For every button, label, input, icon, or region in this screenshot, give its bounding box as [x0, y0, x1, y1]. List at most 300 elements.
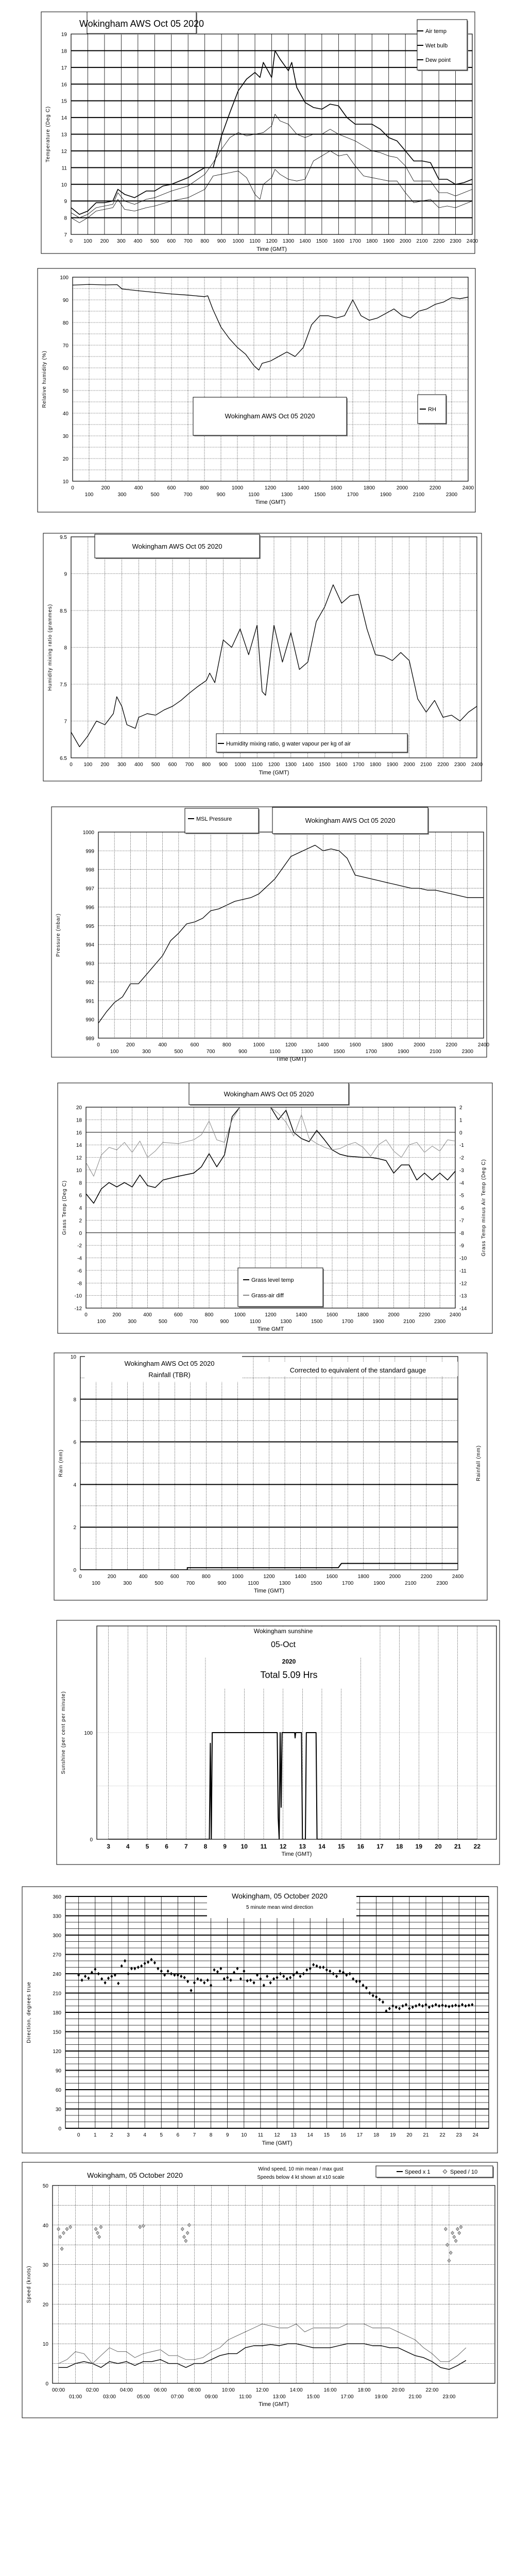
- x-tick-label: 20: [406, 2132, 413, 2138]
- x-tick-label: 8: [209, 2132, 213, 2138]
- x-tick-label: 2200: [420, 1574, 433, 1580]
- x-axis-title: Time (GMT): [281, 1851, 312, 1857]
- x-axis-title: Time GMT: [257, 1326, 284, 1332]
- x-tick-label: 2400: [466, 239, 478, 244]
- legend-label: Humidity mixing ratio, g water vapour per kg of air: [226, 741, 351, 747]
- x-tick-label: 1500: [314, 492, 326, 498]
- x-tick-label: 18: [373, 2132, 380, 2138]
- x-tick-label: 300: [117, 762, 126, 768]
- x-tick-label: 700: [189, 1319, 198, 1325]
- x-tick-label: 18:00: [357, 2387, 371, 2393]
- x-tick-label: 2100: [403, 1319, 415, 1325]
- x-tick-label: 100: [110, 1049, 119, 1055]
- x-tick-label: 1300: [285, 762, 297, 768]
- x-tick-label: 21:00: [408, 2394, 422, 2400]
- x-tick-label: 14: [318, 1843, 325, 1850]
- x-tick-label: 2000: [403, 762, 415, 768]
- x-tick-label: 900: [217, 1581, 227, 1586]
- y-tick-label: 0: [90, 1837, 93, 1843]
- x-tick-label: 900: [216, 492, 226, 498]
- y-tick-label: 997: [85, 886, 94, 892]
- x-tick-label: 2400: [462, 485, 474, 491]
- y-tick-label: 7: [64, 232, 67, 238]
- x-tick-label: 300: [123, 1581, 132, 1586]
- x-tick-label: 2200: [437, 762, 449, 768]
- y-tick-label: 18: [76, 1117, 82, 1124]
- chart-frame: [52, 807, 487, 1057]
- legend-label: Wet bulb: [425, 43, 448, 49]
- y-tick-label: 6: [79, 1193, 82, 1199]
- x-tick-label: 22: [439, 2132, 445, 2138]
- x-tick-label: 16: [340, 2132, 346, 2138]
- x-tick-label: 1100: [269, 1049, 281, 1055]
- y-right-tick-label: -13: [459, 1293, 467, 1299]
- y-tick-label: 8: [64, 215, 67, 222]
- x-tick-label: 300: [128, 1319, 136, 1325]
- x-tick-label: 2000: [400, 239, 411, 244]
- x-tick-label: 1600: [326, 1312, 338, 1318]
- y-tick-label: 150: [53, 2029, 61, 2036]
- y-tick-label: 20: [76, 1105, 82, 1111]
- x-tick-label: 03:00: [102, 2394, 116, 2400]
- y-tick-label: 2: [79, 1218, 82, 1224]
- x-tick-label: 12: [279, 1843, 287, 1850]
- x-tick-label: 400: [134, 485, 143, 491]
- y-right-axis-title: Grass Temp minus Air Temp (Deg C): [481, 1159, 487, 1257]
- x-tick-label: 1700: [349, 239, 361, 244]
- x-tick-label: 700: [183, 239, 193, 244]
- x-tick-label: 2200: [429, 485, 441, 491]
- y-right-tick-label: -9: [459, 1243, 464, 1249]
- y-tick-label: 16: [76, 1130, 82, 1136]
- x-tick-label: 1000: [232, 1574, 244, 1580]
- x-tick-label: 600: [168, 762, 177, 768]
- x-tick-label: 1200: [264, 485, 277, 491]
- x-tick-label: 08:00: [187, 2387, 201, 2393]
- x-tick-label: 1600: [349, 1042, 361, 1048]
- y-tick-label: 7: [64, 719, 67, 725]
- y-tick-label: 10: [62, 479, 68, 485]
- y-tick-label: 10: [76, 1167, 82, 1174]
- y-axis-title: Speed (knots): [26, 2265, 32, 2303]
- y-right-tick-label: -4: [459, 1180, 464, 1187]
- y-tick-label: 998: [85, 867, 94, 873]
- x-tick-label: 16: [357, 1843, 364, 1850]
- x-tick-label: 800: [202, 762, 211, 768]
- x-tick-label: 1500: [311, 1581, 322, 1586]
- x-tick-label: 15: [337, 1843, 345, 1850]
- y-right-tick-label: -3: [459, 1167, 464, 1174]
- x-tick-label: 9: [226, 2132, 229, 2138]
- y-right-tick-label: -11: [459, 1268, 467, 1274]
- x-tick-label: 600: [190, 1042, 199, 1048]
- y-tick-label: 0: [79, 1230, 82, 1236]
- y-right-tick-label: -10: [459, 1256, 467, 1262]
- chart-frame: [38, 268, 475, 512]
- x-tick-label: 1900: [383, 239, 394, 244]
- y-tick-label: 100: [84, 1731, 93, 1736]
- x-tick-label: 2100: [420, 762, 432, 768]
- x-tick-label: 12: [274, 2132, 280, 2138]
- x-tick-label: 5: [160, 2132, 163, 2138]
- x-tick-label: 300: [142, 1049, 151, 1055]
- x-axis-title: Time (GMT): [255, 499, 286, 505]
- y-right-tick-label: 2: [459, 1105, 462, 1111]
- y-right-tick-label: 1: [459, 1117, 462, 1124]
- x-tick-label: 22: [473, 1843, 481, 1850]
- x-tick-label: 0: [70, 762, 73, 768]
- x-tick-label: 06:00: [153, 2387, 167, 2393]
- x-tick-label: 1200: [263, 1574, 275, 1580]
- x-tick-label: 1700: [341, 1319, 353, 1325]
- x-tick-label: 1000: [234, 1312, 246, 1318]
- legend-label: Grass-air diff: [251, 1293, 284, 1299]
- x-tick-label: 2300: [454, 762, 466, 768]
- x-tick-label: 1100: [248, 492, 260, 498]
- x-tick-label: 5: [145, 1843, 149, 1850]
- x-tick-label: 0: [70, 239, 73, 244]
- x-tick-label: 1700: [342, 1581, 354, 1586]
- x-tick-label: 1300: [280, 1319, 292, 1325]
- y-tick-label: 60: [55, 2088, 61, 2093]
- x-tick-label: 3: [127, 2132, 130, 2138]
- chart-subtitle: 5 minute mean wind direction: [246, 1905, 314, 1910]
- x-tick-label: 200: [126, 1042, 135, 1048]
- x-tick-label: 21: [423, 2132, 429, 2138]
- y-right-tick-label: -6: [459, 1206, 464, 1211]
- x-tick-label: 2200: [445, 1042, 457, 1048]
- x-tick-label: 1500: [333, 1049, 345, 1055]
- chart-wind-direction: [22, 1887, 497, 2153]
- x-tick-label: 400: [134, 762, 143, 768]
- y-tick-label: 14: [76, 1143, 82, 1149]
- x-tick-label: 600: [167, 485, 176, 491]
- chart-title: Wokingham AWS Oct 05 2020: [79, 19, 204, 29]
- x-tick-label: 18: [396, 1843, 403, 1850]
- chart-frame: [22, 1887, 497, 2153]
- x-tick-label: 00:00: [52, 2387, 65, 2393]
- chart-title: Wokingham AWS Oct 05 2020: [305, 817, 396, 824]
- x-tick-label: 1500: [316, 239, 328, 244]
- y-tick-label: 20: [62, 456, 68, 462]
- y-axis-title: Sunshine (per cent per minute): [61, 1691, 66, 1774]
- y-tick-label: 270: [53, 1952, 61, 1958]
- x-tick-label: 24: [472, 2132, 478, 2138]
- x-tick-label: 1700: [365, 1049, 377, 1055]
- chart-temperature: [41, 12, 478, 253]
- y-axis-title: Humidity mixing ratio (grammes): [47, 604, 53, 691]
- x-tick-label: 600: [167, 239, 176, 244]
- y-tick-label: 50: [42, 2183, 48, 2189]
- chart-annotation: Total 5.09 Hrs: [260, 1670, 318, 1680]
- x-tick-label: 100: [97, 1319, 106, 1325]
- y-tick-label: 0: [58, 2126, 61, 2132]
- y-tick-label: 2: [73, 1525, 76, 1531]
- x-tick-label: 800: [201, 1574, 211, 1580]
- y-tick-label: 360: [53, 1894, 61, 1900]
- x-tick-label: 2000: [414, 1042, 425, 1048]
- y-right-axis-title: Rainfall (mm): [476, 1445, 482, 1481]
- y-tick-label: 12: [76, 1155, 82, 1161]
- x-tick-label: 0: [71, 485, 74, 491]
- y-tick-label: 15: [61, 98, 67, 105]
- y-tick-label: 210: [53, 1991, 61, 1997]
- y-tick-label: 100: [60, 275, 68, 281]
- y-tick-label: 4: [79, 1206, 82, 1211]
- legend-label: Speed x 1: [405, 2169, 431, 2175]
- x-tick-label: 500: [151, 762, 160, 768]
- y-right-tick-label: -14: [459, 1306, 467, 1312]
- y-tick-label: -4: [77, 1256, 82, 1262]
- y-tick-label: 993: [85, 961, 94, 967]
- y-right-tick-label: -8: [459, 1230, 464, 1236]
- y-tick-label: 11: [61, 165, 67, 172]
- chart-annotation: Speeds below 4 kt shown at x10 scale: [257, 2175, 345, 2180]
- x-tick-label: 200: [112, 1312, 122, 1318]
- x-tick-label: 11: [258, 2132, 264, 2138]
- chart-title: Wokingham AWS Oct 05 2020: [225, 412, 315, 420]
- chart-rainfall: [54, 1353, 487, 1600]
- x-tick-label: 100: [83, 762, 93, 768]
- y-right-tick-label: -5: [459, 1193, 464, 1199]
- y-tick-label: 8: [73, 1397, 76, 1403]
- x-tick-label: 1200: [265, 1312, 277, 1318]
- x-tick-label: 2100: [416, 239, 428, 244]
- x-tick-label: 800: [200, 239, 210, 244]
- y-tick-label: 14: [61, 115, 67, 122]
- y-tick-label: 992: [85, 979, 94, 986]
- y-axis-title: Rain (mm): [58, 1449, 64, 1477]
- x-axis-title: Time (GMT): [256, 246, 287, 252]
- x-tick-label: 500: [150, 239, 159, 244]
- y-tick-label: 40: [42, 2223, 48, 2229]
- y-tick-label: -10: [74, 1293, 82, 1299]
- y-tick-label: 996: [85, 905, 94, 911]
- x-tick-label: 2300: [436, 1581, 448, 1586]
- x-tick-label: 2100: [430, 1049, 441, 1055]
- y-tick-label: 7.5: [60, 682, 67, 688]
- x-tick-label: 4: [143, 2132, 146, 2138]
- x-tick-label: 2200: [419, 1312, 431, 1318]
- x-tick-label: 800: [222, 1042, 231, 1048]
- y-tick-label: 990: [85, 1017, 94, 1023]
- y-tick-label: 994: [85, 942, 94, 948]
- y-tick-label: 240: [53, 1972, 61, 1977]
- x-axis-title: Time (GMT): [262, 2140, 293, 2146]
- x-tick-label: 200: [100, 762, 110, 768]
- x-tick-label: 1800: [363, 485, 375, 491]
- x-tick-label: 11: [260, 1843, 267, 1850]
- x-tick-label: 12:00: [255, 2387, 269, 2393]
- y-tick-label: 90: [55, 2068, 61, 2074]
- x-tick-label: 07:00: [170, 2394, 184, 2400]
- x-tick-label: 400: [143, 1312, 152, 1318]
- legend-label: RH: [428, 406, 436, 413]
- x-tick-label: 2300: [434, 1319, 446, 1325]
- y-right-tick-label: -1: [459, 1143, 464, 1149]
- y-tick-label: 8.5: [60, 608, 67, 614]
- y-axis-title: Relative humidity (%): [42, 350, 47, 408]
- x-tick-label: 1300: [301, 1049, 313, 1055]
- y-right-tick-label: 0: [459, 1130, 462, 1136]
- x-tick-label: 1500: [311, 1319, 323, 1325]
- x-tick-label: 1: [94, 2132, 97, 2138]
- x-tick-label: 100: [84, 492, 94, 498]
- x-tick-label: 300: [117, 239, 126, 244]
- x-tick-label: 1300: [282, 239, 295, 244]
- y-tick-label: 18: [61, 48, 67, 55]
- x-tick-label: 1400: [297, 485, 310, 491]
- chart-title: Wokingham sunshine: [253, 1628, 313, 1635]
- chart-subtitle: 05-Oct: [270, 1640, 296, 1649]
- x-tick-label: 500: [150, 492, 160, 498]
- x-tick-label: 21: [454, 1843, 461, 1850]
- x-tick-label: 17: [356, 2132, 363, 2138]
- x-tick-label: 1400: [296, 1312, 307, 1318]
- x-tick-label: 04:00: [119, 2387, 133, 2393]
- x-tick-label: 500: [154, 1581, 164, 1586]
- legend-label: Grass level temp: [251, 1277, 294, 1283]
- y-axis-title: Grass Temp (Deg C): [62, 1180, 67, 1235]
- x-tick-label: 900: [238, 1049, 247, 1055]
- x-tick-label: 1400: [302, 762, 314, 768]
- x-tick-label: 20: [435, 1843, 442, 1850]
- x-tick-label: 2300: [445, 492, 458, 498]
- x-tick-label: 1600: [333, 239, 345, 244]
- x-tick-label: 1700: [347, 492, 359, 498]
- chart-sunshine: [57, 1620, 500, 1865]
- x-tick-label: 1300: [279, 1581, 291, 1586]
- x-tick-label: 01:00: [69, 2394, 82, 2400]
- y-tick-label: 10: [61, 182, 67, 188]
- y-tick-label: 300: [53, 1933, 61, 1939]
- y-tick-label: 9: [64, 571, 67, 578]
- x-tick-label: 1800: [366, 239, 378, 244]
- x-tick-label: 1000: [234, 762, 246, 768]
- x-tick-label: 2000: [388, 1312, 400, 1318]
- y-tick-label: -8: [77, 1281, 82, 1287]
- x-tick-label: 2100: [405, 1581, 417, 1586]
- y-tick-label: 17: [61, 65, 67, 71]
- x-tick-label: 1600: [336, 762, 348, 768]
- x-tick-label: 100: [83, 239, 92, 244]
- x-tick-label: 19:00: [374, 2394, 388, 2400]
- y-tick-label: 8: [64, 645, 67, 651]
- y-tick-label: 120: [53, 2049, 61, 2055]
- x-tick-label: 1100: [251, 762, 263, 768]
- x-tick-label: 2300: [450, 239, 461, 244]
- y-tick-label: 50: [62, 388, 68, 394]
- x-tick-label: 1100: [249, 239, 261, 244]
- legend-label: MSL Pressure: [196, 816, 232, 822]
- chart-title: Wokingham, 05 October 2020: [232, 1892, 328, 1900]
- x-tick-label: 10:00: [221, 2387, 235, 2393]
- y-tick-label: 13: [61, 132, 67, 138]
- chart-wind-speed: [22, 2162, 497, 2418]
- legend-label: Speed / 10: [450, 2169, 478, 2175]
- x-tick-label: 13:00: [272, 2394, 286, 2400]
- y-tick-label: 330: [53, 1913, 61, 1920]
- y-tick-label: 9.5: [60, 535, 67, 540]
- x-tick-label: 700: [183, 492, 193, 498]
- x-tick-label: 23: [456, 2132, 462, 2138]
- y-tick-label: 0: [45, 2381, 48, 2387]
- x-tick-label: 05:00: [136, 2394, 150, 2400]
- x-tick-label: 1300: [281, 492, 293, 498]
- x-tick-label: 600: [174, 1312, 183, 1318]
- y-tick-label: 4: [73, 1482, 76, 1488]
- x-tick-label: 1900: [386, 762, 398, 768]
- x-tick-label: 7: [193, 2132, 196, 2138]
- x-tick-label: 1400: [295, 1574, 306, 1580]
- y-tick-label: 999: [85, 849, 94, 855]
- y-tick-label: 989: [85, 1036, 94, 1042]
- legend-box: [238, 1268, 323, 1307]
- y-tick-label: 90: [62, 298, 68, 303]
- y-tick-label: 12: [61, 148, 67, 155]
- y-tick-label: 30: [55, 2107, 61, 2113]
- x-tick-label: 17: [376, 1843, 384, 1850]
- x-tick-label: 400: [133, 239, 143, 244]
- x-tick-label: 1200: [285, 1042, 297, 1048]
- x-tick-label: 14: [307, 2132, 313, 2138]
- x-tick-label: 2400: [452, 1574, 464, 1580]
- y-right-tick-label: -7: [459, 1218, 464, 1224]
- x-tick-label: 23:00: [442, 2394, 456, 2400]
- x-tick-label: 15:00: [306, 2394, 320, 2400]
- chart-annotation: Corrected to equivalent of the standard gauge: [289, 1366, 426, 1374]
- x-tick-label: 700: [186, 1581, 195, 1586]
- x-tick-label: 1000: [231, 485, 244, 491]
- x-tick-label: 02:00: [85, 2387, 99, 2393]
- x-tick-label: 8: [203, 1843, 208, 1850]
- x-tick-label: 13: [290, 2132, 297, 2138]
- x-tick-label: 2100: [413, 492, 425, 498]
- legend-label: Dew point: [425, 57, 451, 63]
- x-tick-label: 15: [323, 2132, 330, 2138]
- x-tick-label: 2200: [433, 239, 445, 244]
- y-tick-label: 991: [85, 998, 94, 1005]
- x-tick-label: 200: [107, 1574, 116, 1580]
- y-tick-label: 70: [62, 343, 68, 349]
- x-tick-label: 600: [170, 1574, 179, 1580]
- y-tick-label: 80: [62, 320, 68, 326]
- x-tick-label: 16:00: [323, 2387, 337, 2393]
- x-tick-label: 300: [117, 492, 127, 498]
- x-tick-label: 1800: [357, 1574, 369, 1580]
- x-tick-label: 1100: [248, 1581, 259, 1586]
- x-tick-label: 2400: [449, 1312, 461, 1318]
- x-tick-label: 3: [107, 1843, 110, 1850]
- x-tick-label: 1900: [380, 492, 392, 498]
- x-tick-label: 1900: [373, 1581, 385, 1586]
- x-tick-label: 1400: [299, 239, 311, 244]
- x-tick-label: 4: [126, 1843, 130, 1850]
- x-tick-label: 1900: [398, 1049, 409, 1055]
- x-tick-label: 1800: [381, 1042, 393, 1048]
- x-axis-title: Time (GMT): [259, 770, 289, 776]
- chart-frame: [22, 2162, 497, 2418]
- x-tick-label: 0: [97, 1042, 100, 1048]
- chart-relative-humidity: [38, 268, 475, 512]
- x-tick-label: 400: [139, 1574, 148, 1580]
- x-tick-label: 100: [92, 1581, 100, 1586]
- x-tick-label: 1600: [326, 1574, 338, 1580]
- x-axis-title: Time (GMT): [254, 1588, 284, 1594]
- y-tick-label: 40: [62, 411, 68, 417]
- y-axis-title: Pressure (mbar): [56, 913, 61, 957]
- y-tick-label: 6: [73, 1439, 76, 1446]
